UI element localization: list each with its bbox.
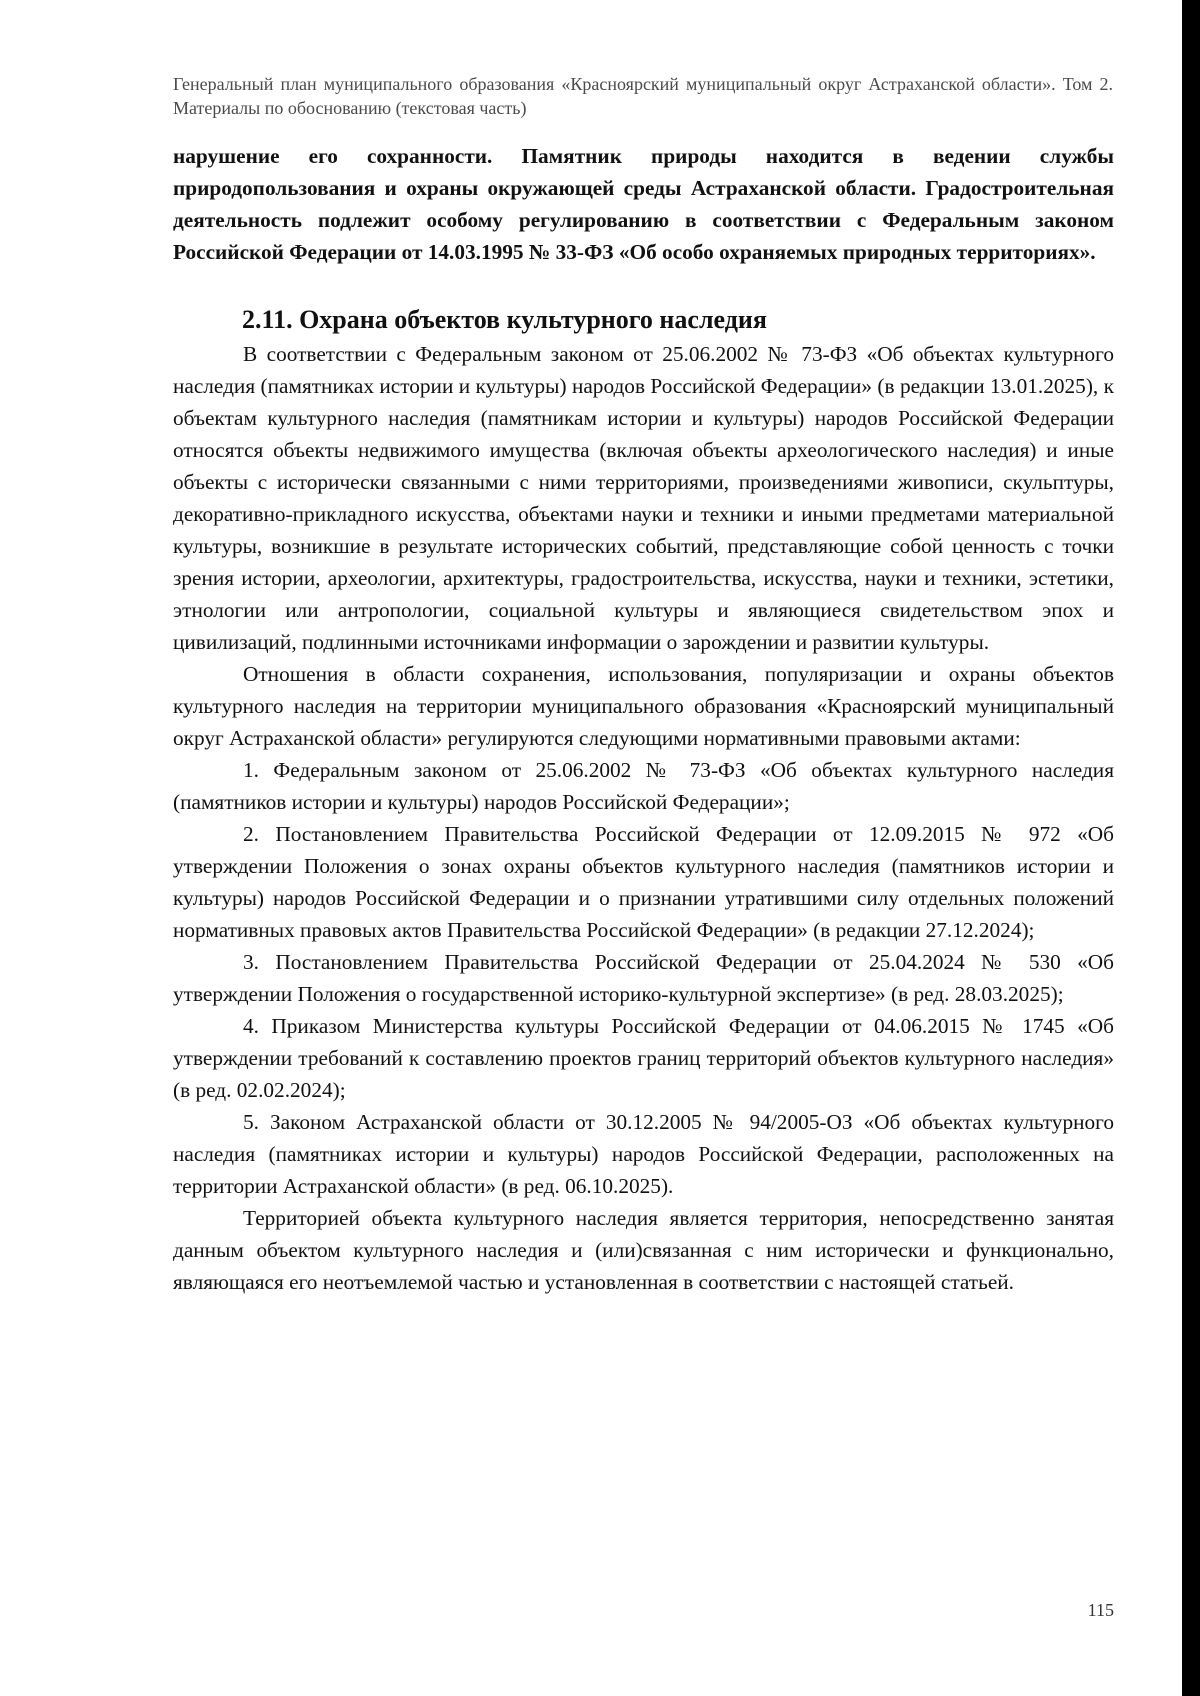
list-item: 5. Законом Астраханской области от 30.12.2005 № 94/2005-ОЗ «Об объектах культурного наследия (памятниках истории и культуры) народов Российской Федерации, расположенных на территории Астраханской области» (в ред. 06.10.2025). bbox=[173, 1110, 1114, 1198]
running-header: Генеральный план муниципального образования «Красноярский муниципальный округ Астраханской области». Том 2. Материалы по обоснованию (текстовая часть) bbox=[173, 74, 1113, 118]
list-item: 2. Постановлением Правительства Российской Федерации от 12.09.2015 № 972 «Об утверждении Положения о зонах охраны объектов культурного наследия (памятников истории и культуры) народов Российской Федерации и о признании утратившими силу отдельных положений нормативных правовых актов Правительства Российской Федерации» (в редакции 27.12.2024); bbox=[173, 822, 1114, 942]
list-item: 4. Приказом Министерства культуры Российской Федерации от 04.06.2015 № 1745 «Об утверждении требований к составлению проектов границ территорий объектов культурного наследия» (в ред. 02.02.2024); bbox=[173, 1014, 1114, 1102]
section-title: 2.11. Охрана объектов культурного наследия bbox=[242, 305, 767, 334]
body-paragraph: В соответствии с Федеральным законом от 25.06.2002 № 73-ФЗ «Об объектах культурного наследия (памятниках истории и культуры) народов Российской Федерации» (в редакции 13.01.2025), к объектам культурного наследия (памятникам истории и культуры) народов Российской Федерации относятся объекты недвижимого имущества (включая объекты археологического наследия) и иные объекты с исторически связанными с ними территориями, произведениями живописи, скульптуры, декоративно-прикладного искусства, объектами науки и техники и иными предметами материальной культуры, возникшие в результате исторических событий, представляющие собой ценность с точки зрения истории, археологии, архитектуры, градостроительства, искусства, науки и техники, эстетики, этнологии или антропологии, социальной культуры и являющиеся свидетельством эпох и цивилизаций, подлинными источниками информации о зарождении и развитии культуры. bbox=[173, 342, 1114, 654]
page-number: 115 bbox=[1087, 1600, 1114, 1620]
page-content bbox=[173, 140, 1114, 1298]
body-paragraph: Отношения в области сохранения, использования, популяризации и охраны объектов культурного наследия на территории муниципального образования «Красноярский муниципальный округ Астраханской области» регулируются следующими нормативными правовыми актами: bbox=[173, 662, 1114, 750]
page-edge-border bbox=[1182, 0, 1200, 1696]
bold-paragraph: нарушение его сохранности. Памятник природы находится в ведении службы природопользования и охраны окружающей среды Астраханской области. Градостроительная деятельность подлежит особому регулированию в соответствии с Федеральным законом Российской Федерации от 14.03.1995 № 33-ФЗ «Об особо охраняемых природных территориях». bbox=[173, 144, 1114, 264]
body-paragraph: Территорией объекта культурного наследия является территория, непосредственно занятая данным объектом культурного наследия и (или)связанная с ним исторически и функционально, являющаяся его неотъемлемой частью и установленная в соответствии с настоящей статьей. bbox=[173, 1206, 1114, 1294]
list-item: 3. Постановлением Правительства Российской Федерации от 25.04.2024 № 530 «Об утверждении Положения о государственной историко-культурной экспертизе» (в ред. 28.03.2025); bbox=[173, 950, 1114, 1006]
list-item: 1. Федеральным законом от 25.06.2002 № 73-ФЗ «Об объектах культурного наследия (памятников истории и культуры) народов Российской Федерации»; bbox=[173, 758, 1114, 814]
